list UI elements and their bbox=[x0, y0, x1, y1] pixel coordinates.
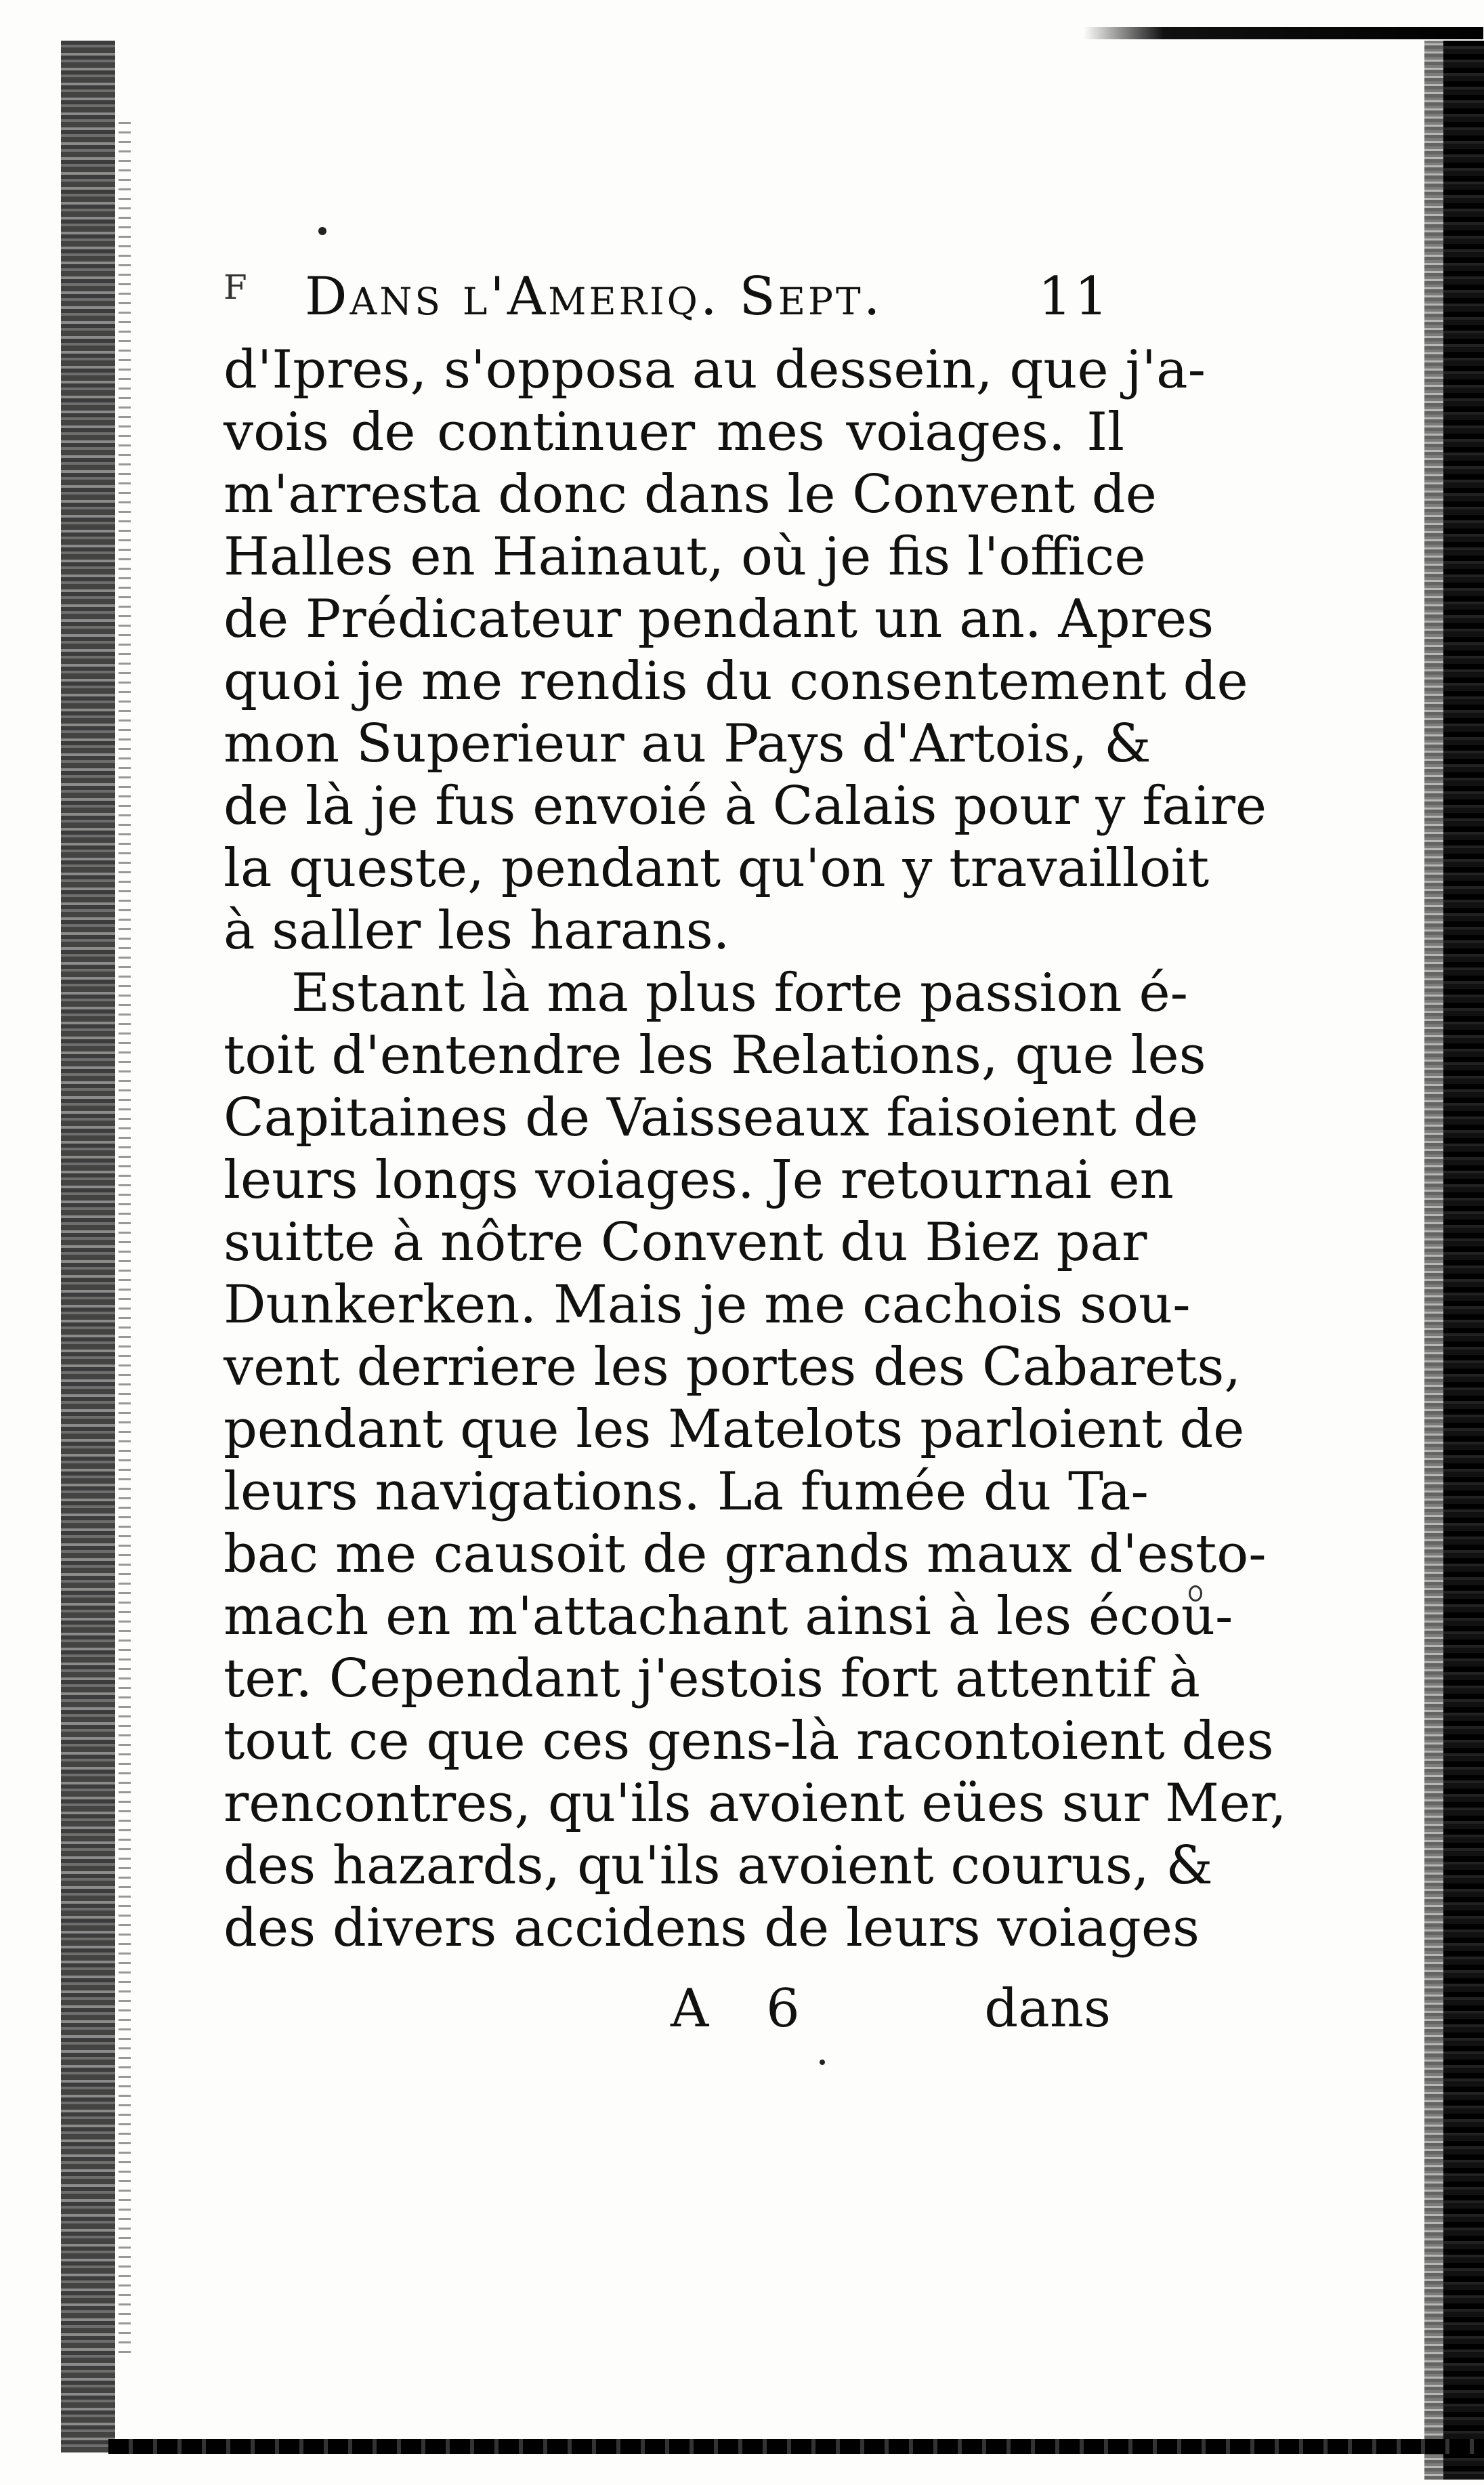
text-line: rencontres, qu'ils avoient eües sur Mer, bbox=[224, 1773, 1287, 1834]
text-line: la queste, pendant qu'on y travailloit bbox=[224, 838, 1210, 899]
text-line: vent derriere les portes des Cabarets, bbox=[224, 1337, 1242, 1398]
text-line: bac me causoit de grands maux d'esto- bbox=[224, 1524, 1267, 1585]
text-line: de Prédicateur pendant un an. Apres bbox=[224, 589, 1214, 650]
text-line: ter. Cependant j'estois fort attentif à bbox=[224, 1648, 1200, 1709]
text-line: mach en m'attachant ainsi à les écou- bbox=[224, 1586, 1233, 1647]
signature-mark: A 6 bbox=[671, 1978, 820, 2039]
text-line: pendant que les Matelots parloient de bbox=[224, 1399, 1245, 1460]
scan-edge-right bbox=[1443, 41, 1484, 2480]
text-line: toit d'entendre les Relations, que les bbox=[224, 1025, 1206, 1086]
text-line: quoi je me rendis du consentement de bbox=[224, 651, 1248, 712]
scan-edge-bottom bbox=[108, 2439, 1484, 2454]
text-line: Dunkerken. Mais je me cachois sou- bbox=[224, 1274, 1191, 1335]
text-line: mon Superieur au Pays d'Artois, & bbox=[224, 713, 1151, 774]
text-line: d'Ipres, s'opposa au dessein, que j'a- bbox=[224, 339, 1206, 400]
page-number: 11 bbox=[1038, 266, 1111, 327]
text-line: suitte à nôtre Convent du Biez par bbox=[224, 1212, 1147, 1273]
text-line: tout ce que ces gens-là racontoient des bbox=[224, 1711, 1274, 1772]
page-footer bbox=[224, 1978, 1124, 2053]
text-line: des hazards, qu'ils avoient courus, & bbox=[224, 1835, 1213, 1896]
header-mark: F bbox=[224, 268, 250, 307]
text-line: vois de continuer mes voiages. Il bbox=[224, 402, 1124, 463]
text-line: m'arresta donc dans le Convent de bbox=[224, 464, 1157, 525]
text-line: Halles en Hainaut, où je fis l'office bbox=[224, 526, 1146, 587]
text-line: des divers accidens de leurs voiages bbox=[224, 1898, 1200, 1959]
ink-speck bbox=[820, 2060, 825, 2065]
ink-speck bbox=[318, 227, 326, 235]
scan-edge-left bbox=[61, 41, 115, 2452]
text-line: Estant là ma plus forte passion é- bbox=[291, 963, 1188, 1024]
text-line: à saller les harans. bbox=[224, 900, 730, 961]
text-line: leurs longs voiages. Je retournai en bbox=[224, 1150, 1174, 1211]
text-line: leurs navigations. La fumée du Ta- bbox=[224, 1461, 1149, 1522]
body-text bbox=[224, 339, 1287, 1959]
scan-edge-right-inner bbox=[1424, 41, 1443, 2480]
running-title: Dans l'Ameriq. Sept. bbox=[305, 266, 883, 327]
scan-edge-top bbox=[1084, 27, 1483, 39]
scan-edge-left-inner bbox=[119, 122, 131, 2358]
text-line: Capitaines de Vaisseaux faisoient de bbox=[224, 1087, 1199, 1148]
text-line: de là je fus envoié à Calais pour y faire bbox=[224, 776, 1267, 837]
catchword: dans bbox=[984, 1978, 1111, 2039]
page-header bbox=[224, 261, 1124, 342]
